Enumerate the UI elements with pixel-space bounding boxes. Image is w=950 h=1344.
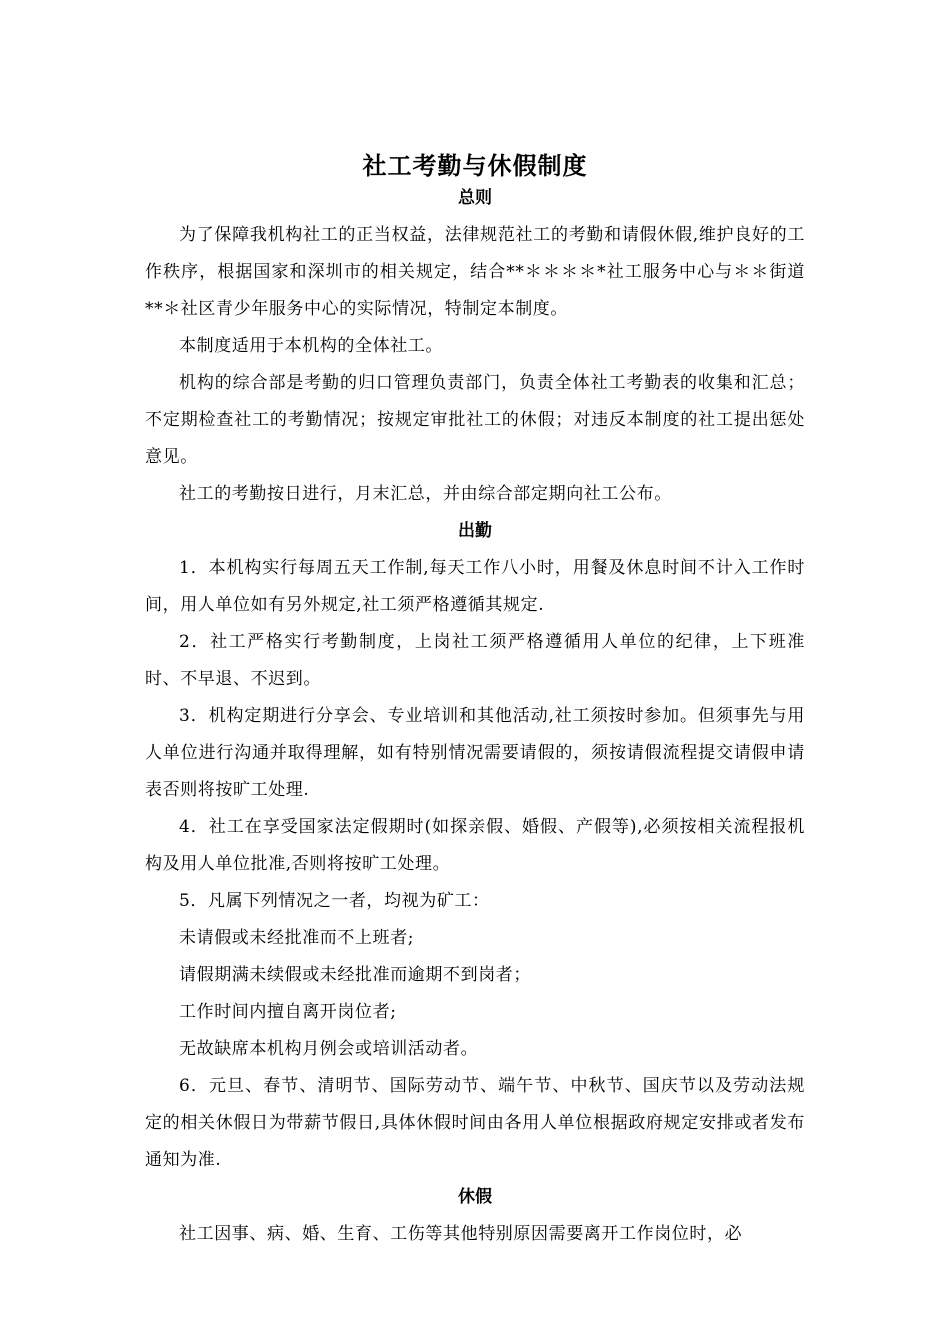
document-title: 社工考勤与休假制度: [362, 152, 588, 181]
section-heading: 总则: [458, 188, 492, 208]
paragraph: 无故缺席本机构月例会或培训活动者。: [179, 1039, 479, 1059]
paragraph: 2．社工严格实行考勤制度，上岗社工须严格遵循用人单位的纪律，上下班准时、不早退、不迟到。: [145, 632, 805, 689]
paragraph: 机构的综合部是考勤的归口管理负责部门，负责全体社工考勤表的收集和汇总；不定期检查社工的考勤情况；按规定审批社工的休假；对违反本制度的社工提出惩处意见。: [145, 373, 805, 467]
paragraph: 社工因事、病、婚、生育、工伤等其他特别原因需要离开工作岗位时，必: [179, 1224, 743, 1244]
section-leave: [145, 1179, 805, 1253]
paragraph: 5．凡属下列情况之一者，均视为矿工：: [179, 891, 490, 911]
section-attendance: [145, 513, 805, 1179]
section-heading: 休假: [458, 1187, 492, 1207]
paragraph: 6．元旦、春节、清明节、国际劳动节、端午节、中秋节、国庆节以及劳动法规定的相关休假日为带薪节假日,具体休假时间由各用人单位根据政府规定安排或者发布通知为准.: [145, 1076, 805, 1170]
paragraph: 社工的考勤按日进行，月末汇总，并由综合部定期向社工公布。: [179, 484, 672, 504]
paragraph: 1．本机构实行每周五天工作制,每天工作八小时，用餐及休息时间不计入工作时间，用人单位如有另外规定,社工须严格遵循其规定.: [145, 558, 805, 615]
paragraph: 请假期满未续假或未经批准而逾期不到岗者；: [179, 965, 531, 985]
paragraph: 本制度适用于本机构的全体社工。: [179, 336, 443, 356]
paragraph: 4．社工在享受国家法定假期时(如探亲假、婚假、产假等),必须按相关流程报机构及用人单位批准,否则将按旷工处理。: [145, 817, 805, 874]
paragraph: 未请假或未经批准而不上班者;: [179, 928, 415, 948]
paragraph: 3．机构定期进行分享会、专业培训和其他活动,社工须按时参加。但须事先与用人单位进行沟通并取得理解，如有特别情况需要请假的，须按请假流程提交请假申请表否则将按旷工处理.: [145, 706, 805, 800]
document-body: [145, 180, 805, 1253]
paragraph: 工作时间内擅自离开岗位者;: [179, 1002, 397, 1022]
paragraph: 为了保障我机构社工的正当权益，法律规范社工的考勤和请假休假,维护良好的工作秩序，根据国家和深圳市的相关规定，结合**＊＊＊＊*社工服务中心与＊＊街道**＊社区青少年服务中心的实际情况，特制定本制度。: [145, 225, 805, 319]
section-general: [145, 180, 805, 513]
section-heading: 出勤: [458, 521, 492, 541]
